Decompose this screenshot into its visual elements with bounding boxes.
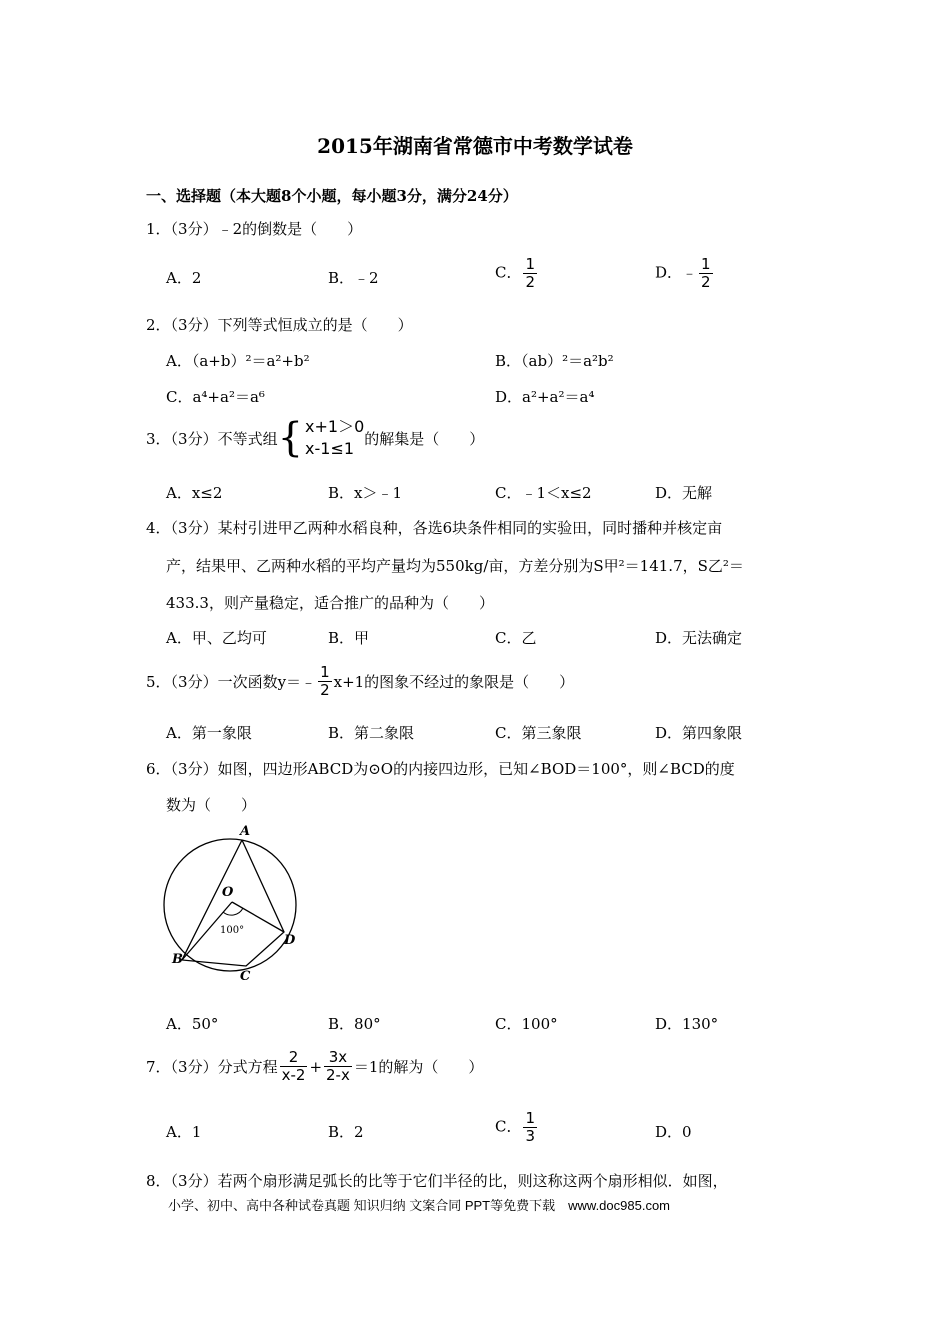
q1-option-d [655, 256, 715, 291]
label-b: B [172, 952, 183, 967]
q1-option-b: B．﹣2 [328, 269, 379, 287]
q5-option-c: C．第三象限 [495, 724, 582, 742]
q1-option-c-label: C． [495, 263, 522, 282]
q1-d-fraction [699, 256, 713, 291]
question-4-line-3: 433.3，则产量稳定，适合推广的品种为（ ） [166, 594, 494, 612]
inequality-line-2: x-1≤1 [305, 439, 355, 458]
q3-stem-suffix: 的解集是（ ） [364, 429, 485, 448]
q5-option-b: B．第二象限 [328, 724, 415, 742]
fraction-numerator: 1 [320, 663, 330, 681]
q2-option-c: C．a⁴+a²＝a⁶ [166, 388, 265, 406]
fraction-denominator: 2 [525, 273, 536, 291]
inequality-system [278, 416, 365, 460]
q7-option-c-label: C． [495, 1117, 522, 1136]
label-o: O [222, 885, 234, 900]
question-2-stem: 2．（3分）下列等式恒成立的是（ ） [146, 316, 413, 334]
q1-c-fraction [523, 256, 537, 291]
q7-option-a: A．1 [166, 1123, 202, 1141]
section-heading: 一、选择题（本大题8个小题，每小题3分，满分24分） [146, 187, 518, 205]
fraction-numerator: 1 [701, 255, 711, 273]
q4-option-b: B．甲 [328, 629, 370, 647]
fraction-denominator: 2-x [326, 1066, 350, 1084]
q2-option-d: D．a²+a²＝a⁴ [495, 388, 595, 406]
angle-label: 100° [220, 925, 245, 936]
q4-option-c: C．乙 [495, 629, 537, 647]
q6-option-c: C．100° [495, 1015, 558, 1033]
q7-c-fraction [523, 1110, 537, 1145]
page-title: 2015年湖南省常德市中考数学试卷 [317, 134, 633, 158]
q2-option-b: B．（ab）²＝a²b² [495, 352, 614, 370]
question-4-line-2: 产，结果甲、乙两种水稻的平均产量均为550kg/亩，方差分别为S甲²＝141.7，S乙²＝ [166, 557, 744, 575]
fraction-numerator: 1 [525, 1109, 536, 1127]
q7-option-b: B．2 [328, 1123, 364, 1141]
q5-option-d: D．第四象限 [655, 724, 743, 742]
q5-fraction [318, 664, 332, 699]
q6-option-b: B．80° [328, 1015, 381, 1033]
question-8-line-1: 8．（3分）若两个扇形满足弧长的比等于它们半径的比，则这称这两个扇形相似．如图， [146, 1172, 728, 1190]
q7-option-d: D．0 [655, 1123, 692, 1141]
fraction-denominator: 2 [320, 681, 330, 699]
label-d: D [284, 933, 296, 948]
question-6-line-1: 6．（3分）如图，四边形ABCD为⊙O的内接四边形，已知∠BOD＝100°，则∠BCD的度 [146, 760, 735, 778]
q7-plus: + [309, 1057, 323, 1076]
q5-option-a: A．第一象限 [166, 724, 252, 742]
q3-option-c: C．﹣1＜x≤2 [495, 484, 592, 502]
q7-option-c [495, 1110, 539, 1145]
q6-option-a: A．50° [166, 1015, 219, 1033]
q4-option-d: D．无法确定 [655, 629, 743, 647]
q7-stem-suffix: ＝1的解为（ ） [353, 1058, 484, 1076]
label-a: A [240, 824, 251, 839]
q3-option-b: B．x＞﹣1 [328, 484, 403, 502]
question-7-stem [146, 1049, 483, 1084]
q1-option-d-sign: ﹣ [682, 263, 698, 282]
q3-stem-prefix: 3．（3分）不等式组 [146, 429, 278, 448]
q1-option-d-label: D． [655, 263, 683, 282]
q7-fraction-1 [280, 1049, 308, 1084]
question-6-line-2: 数为（ ） [166, 796, 257, 814]
brace-symbol: { [277, 415, 304, 461]
question-5-stem [146, 664, 574, 699]
q7-stem-prefix: 7．（3分）分式方程 [146, 1058, 278, 1076]
page-footer: 小学、初中、高中各种试卷真题 知识归纳 文案合同 PPT等免费下载 www.doc985.com [168, 1198, 670, 1213]
q5-stem-prefix: 5．（3分）一次函数y＝﹣ [146, 673, 317, 691]
q5-stem-suffix: x+1的图象不经过的象限是（ ） [333, 673, 575, 691]
fraction-denominator: 3 [525, 1127, 536, 1145]
question-1-stem: 1．（3分）﹣2的倒数是（ ） [146, 220, 363, 238]
fraction-numerator: 1 [525, 255, 536, 273]
q6-option-d: D．130° [655, 1015, 719, 1033]
q3-option-a: A．x≤2 [166, 484, 223, 502]
fraction-numerator: 3x [328, 1048, 348, 1066]
label-c: C [240, 969, 251, 984]
fraction-numerator: 2 [288, 1048, 299, 1066]
fraction-denominator: x-2 [281, 1066, 306, 1084]
q3-option-d: D．无解 [655, 484, 713, 502]
q1-option-c [495, 256, 539, 291]
q2-option-a: A．（a+b）²＝a²+b² [166, 352, 310, 370]
q7-fraction-2 [324, 1049, 352, 1084]
inequality-line-1: x+1＞0 [305, 417, 365, 436]
q4-option-a: A．甲、乙均可 [166, 629, 267, 647]
q1-option-a: A．2 [166, 269, 202, 287]
question-4-line-1: 4．（3分）某村引进甲乙两种水稻良种，各选6块条件相同的实验田，同时播种并核定亩 [146, 519, 723, 537]
circle-quadrilateral-figure [160, 820, 310, 985]
fraction-denominator: 2 [701, 273, 711, 291]
question-3-stem [146, 416, 484, 460]
